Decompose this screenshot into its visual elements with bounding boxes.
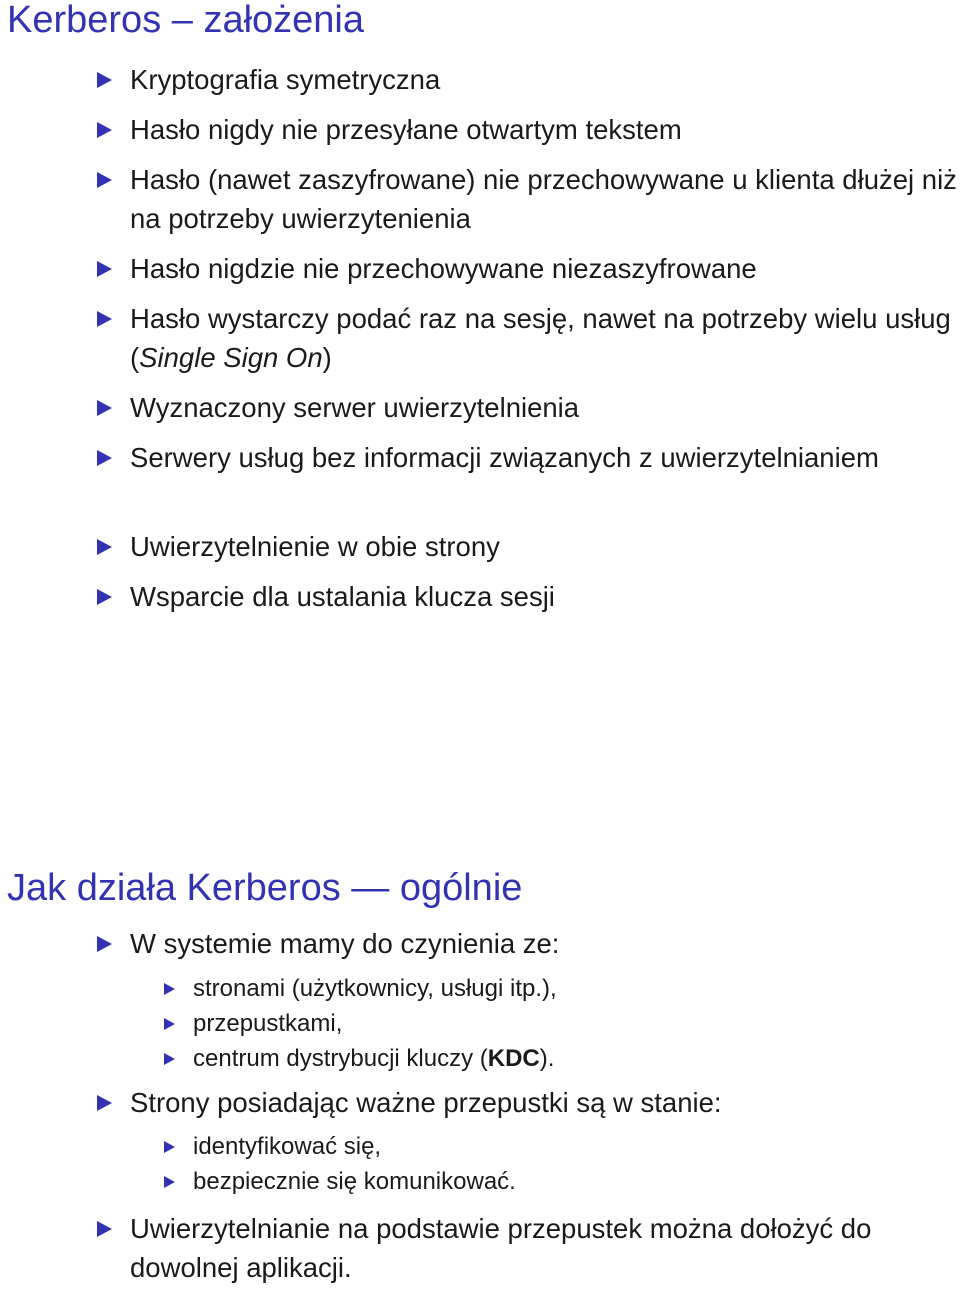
sub-list-item xyxy=(193,1165,958,1199)
list-item-text: Hasło nigdy nie przesyłane otwartym tekstem xyxy=(130,114,682,145)
sub-bullet-triangle-icon xyxy=(164,1053,175,1065)
list-item-text: centrum dystrybucji kluczy (KDC). xyxy=(193,1045,555,1072)
emphasis-term: Single Sign On xyxy=(139,341,323,373)
bullet-triangle-icon xyxy=(97,539,112,555)
list-item-text: Hasło wystarczy podać raz na sesję, nawet na potrzeby wielu usług (Single Sign On) xyxy=(130,303,951,373)
list-item xyxy=(130,300,958,377)
sub-list-item xyxy=(193,1042,958,1076)
list-item xyxy=(130,439,958,478)
list-item xyxy=(130,578,958,617)
list-item-text: Wyznaczony serwer uwierzytelnienia xyxy=(130,392,580,423)
list-item-text: W systemie mamy do czynienia ze: xyxy=(130,928,560,959)
list-item xyxy=(130,111,958,150)
bullet-triangle-icon xyxy=(97,1095,112,1111)
sub-bullet-triangle-icon xyxy=(164,1018,175,1030)
list-item-text: Wsparcie dla ustalania klucza sesji xyxy=(130,581,555,612)
list-item-text: przepustkami, xyxy=(193,1010,343,1037)
list-item-text: Uwierzytelnianie na podstawie przepustek można dołożyć do dowolnej aplikacji. xyxy=(130,1213,872,1283)
list-item xyxy=(130,1084,958,1123)
slide-title: Jak działa Kerberos — ogólnie xyxy=(7,867,523,909)
bullet-triangle-icon xyxy=(97,400,112,416)
list-item-text: stronami (użytkownicy, usługi itp.), xyxy=(193,975,557,1002)
bullet-triangle-icon xyxy=(97,72,112,88)
bullet-triangle-icon xyxy=(97,261,112,277)
list-item-text: Strony posiadając ważne przepustki są w stanie: xyxy=(130,1087,722,1118)
list-item-text: bezpiecznie się komunikować. xyxy=(193,1168,516,1195)
sub-bullet-triangle-icon xyxy=(164,1176,175,1188)
list-item xyxy=(130,925,958,964)
bullet-triangle-icon xyxy=(97,122,112,138)
list-item-text: Kryptografia symetryczna xyxy=(130,64,441,95)
list-item xyxy=(130,1210,958,1287)
list-item-text: Hasło nigdzie nie przechowywane niezaszyfrowane xyxy=(130,253,757,284)
bullet-triangle-icon xyxy=(97,1221,112,1237)
sub-list-item xyxy=(193,1130,958,1164)
sub-list-item xyxy=(193,1007,958,1041)
list-item xyxy=(130,61,958,100)
bullet-triangle-icon xyxy=(97,589,112,605)
list-item xyxy=(130,250,958,289)
sub-bullet-triangle-icon xyxy=(164,1141,175,1153)
kdc-acronym: KDC xyxy=(487,1045,540,1072)
list-item xyxy=(130,161,958,238)
sub-bullet-triangle-icon xyxy=(164,983,175,995)
bullet-triangle-icon xyxy=(97,172,112,188)
slide-title: Kerberos – założenia xyxy=(7,0,364,41)
bullet-triangle-icon xyxy=(97,936,112,952)
list-item-text: Hasło (nawet zaszyfrowane) nie przechowywane u klienta dłużej niż na potrzeby uwierzytenienia xyxy=(130,164,957,234)
sub-list-item xyxy=(193,972,958,1006)
list-item-text: identyfikować się, xyxy=(193,1133,382,1160)
list-item xyxy=(130,389,958,428)
bullet-triangle-icon xyxy=(97,450,112,466)
list-item-text: Serwery usług bez informacji związanych z uwierzytelnianiem xyxy=(130,442,879,473)
list-item-text: Uwierzytelnienie w obie strony xyxy=(130,531,500,562)
bullet-triangle-icon xyxy=(97,311,112,327)
list-item xyxy=(130,528,958,567)
